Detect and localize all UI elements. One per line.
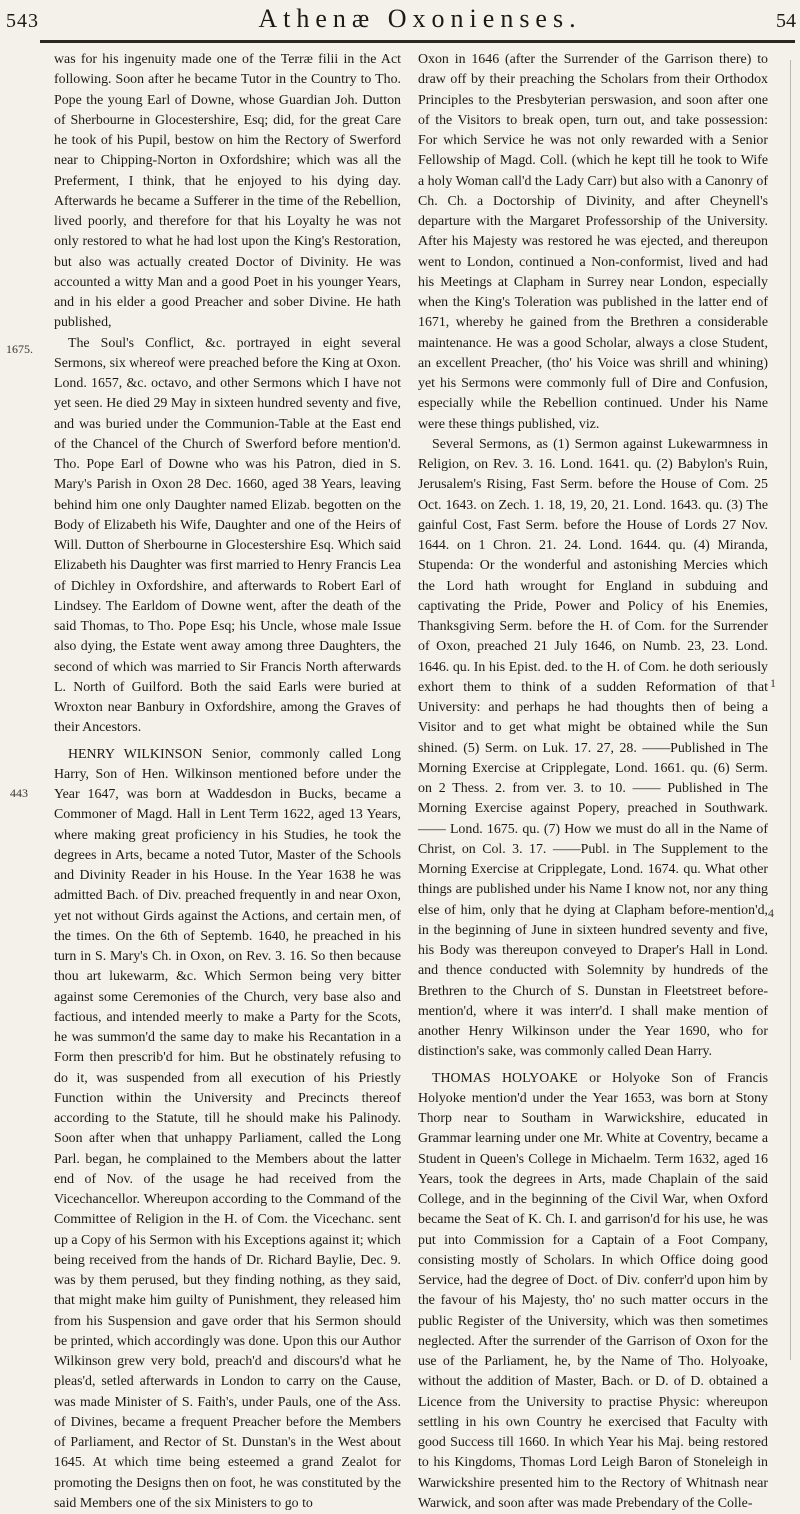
paragraph: Several Sermons, as (1) Sermon against Lukewarmness in Religion, on Rev. 3. 16. Lond. 1641. qu. (2) Babylon's Ruin, Jerusalem's Rising, Fast Serm. before the House of Com. 25 Oct. 1643. on Zech. 1. 18, 19, 20, 21. Lond. 1643. qu. (3) The gainful Cost, Fast Serm. before the House of Lords 27 Nov. 1644. on 1 Chron. 21. 24. Lond. 1644. qu. (4) Miranda, Stupenda: Or the wonderful and astonishing Mercies which the Lord hath wrought for England in subduing and captivating the Pride, Power and Policy of his Enemies, Thanksgiving Serm. before the H. of Com. for the Surrender of Oxon, preached 21 July 1646, on Numb. 23, 23. Lond. 1646. qu. In his Epist. ded. to the H. of Com. he doth seriously exhort them to think of a sudden Reformation of that University: and perhaps he had thoughts then of being a Visitor and to get what might be obtained while the Sun shined. (5) Serm. on Luk. 17. 27, 28. ——Published in The Morning Exercise at Cripplegate, Lond. 1661. qu. (6) Serm. on 2 Thess. 2. from ver. 3. to 10. —— Published in The Morning Exercise against Popery, preached in Southwark. —— Lond. 1675. qu. (7) How we must do all in the Name of Christ, on Col. 3. 17. ——Publ. in The Supplement to the Morning Exercise at Cripplegate, Lond. 1674. qu. What other things are published under his Name I know not, nor any thing else of him, only that he dying at Clapham before-mention'd, in the beginning of June in sixteen hundred seventy and five, his Body was thereupon conveyed to Draper's Hall in Lond. and thence conducted with Solemnity by hundreds of the Brethren to the Church of S. Dunstan in Fleetstreet before-mention'd, where it was interr'd. I shall make mention of another Henry Wilkinson under the Year 1690, who for distinction's sake, was commonly called Dean Harry. [418,435,768,1063]
margin-mark-4: 4 [768,906,774,921]
margin-number: 443 [10,786,28,801]
running-title: Athenæ Oxonienses. [120,4,720,34]
margin-year: 1675. [6,342,33,357]
page-number-left: 543 [6,10,39,33]
page-edge-line [790,60,791,1360]
right-column [418,50,768,1370]
paragraph: was for his ingenuity made one of the Terræ filii in the Act following. Soon after he became Tutor in the Country to Tho. Pope the young Earl of Downe, whose Guardian Joh. Dutton of Sherbourne in Glocestershire, Esq; did, for the great Care he took of his Pupil, bestow on him the Rectory of Swerford near to Chipping-Norton in Oxfordshire; which was all the Preferment, I think, that he enjoyed to his dying day. Afterwards he became a Sufferer in the time of the Rebellion, lived poorly, and therefore for that his Loyalty he was not only restored to what he had lost upon the King's Restoration, but also was actually created Doctor of Divinity. He was accounted a witty Man and a good Poet in his younger Years, and in his elder a good Preacher and sober Divine. He hath published, [54,50,401,334]
left-column [54,50,401,1370]
page-number-right: 54 [776,10,796,33]
biography-entry: HENRY WILKINSON Senior, commonly called Long Harry, Son of Hen. Wilkinson mentioned before under the Year 1647, was born at Waddesdon in Bucks, became a Commoner of Magd. Hall in Lent Term 1622, aged 13 Years, where making great proficiency in his Studies, he took the degrees in Arts, became a noted Tutor, Master of the Schools and Divinity Reader in his House. In the Year 1638 he was admitted Bach. of Div. preached frequently in and near Oxon, yet not without Girds against the Actions, and certain men, of the times. On the 6th of Septemb. 1640, he preached in his turn in S. Mary's Ch. in Oxon, on Rev. 3. 16. So then because thou art lukewarm, &c. Which Sermon being very bitter against some Ceremonies of the Church, very base also and factious, and intended meerly to make a Party for the Scots, he was summon'd the same day to make his Recantation in a Form then prescrib'd for him. But he obstinately refusing to do it, was suspended from all execution of his Priestly Function within the University and Precincts thereof according to the Statute, till he should make his Palinody. Soon after when that unhappy Parliament, called the Long Parl. began, he complained to the Members about the latter end of Nov. of the usage he had received from the Vicechancellor. Whereupon according to the Command of the Committee of Religion in the H. of Com. the Vicechanc. sent up a Copy of his Sermon with his Exceptions against it; which being received from the hands of Dr. Richard Baylie, Dec. 9. was by them perused, but they finding nothing, as they said, that might make him guilty of Punishment, they released him from his Suspension and gave order that his Sermon should be printed, which accordingly was done. Upon this our Author Wilkinson grew very bold, preach'd and discours'd what he pleas'd, setled afterwards in London to carry on the Cause, was made Minister of S. Faith's, under Pauls, one of the Ass. of Divines, became a frequent Preacher before the Members of Parliament, and Rector of St. Dunstan's in the West about 1645. At which time being esteemed a grand Zealot for promoting the Designs then on foot, he was constituted by the said Members one of the six Ministers to go to [54,745,401,1514]
paragraph: Oxon in 1646 (after the Surrender of the Garrison there) to draw off by their preaching the Scholars from their Orthodox Principles to the Presbyterian perswasion, and soon after one of the Visitors to break open, turn out, and take possession: For which Service he was not only rewarded with a Senior Fellowship of Magd. Coll. (which he kept till he took to Wife a holy Woman call'd the Lady Carr) but also with a Canonry of Ch. Ch. a Doctorship of Divinity, and after Cheynell's departure with the Margaret Professorship of the University. After his Majesty was restored he was ejected, and thereupon went to London, continued a Non-conformist, lived and had his Meetings at Clapham in Surrey near London, especially when the King's Toleration was published in the latter end of 1671, whereby he gained from the Brethren a considerable maintenance. He was a good Scholar, always a close Student, an excellent Preacher, (tho' his Voice was shrill and whining) yet his Sermons were commonly full of Dire and Confusion, especially while the Rebellion continued. Under his Name were these things published, viz. [418,50,768,435]
header-rule [40,40,795,43]
biography-entry: THOMAS HOLYOAKE or Holyoke Son of Francis Holyoke mention'd under the Year 1653, was born at Stony Thorp near to Southam in Warwickshire, educated in Grammar learning under one Mr. White at Coventry, became a Student in Queen's College in Michaelm. Term 1632, aged 16 Years, took the degrees in Arts, made Chaplain of the said College, and in the beginning of the Civil War, when Oxford became the Seat of K. Ch. I. and garrison'd for his use, he was put into Commission for a Captain of a Foot Company, consisting mostly of Scholars. In which Office doing good Service, had the degree of Doct. of Div. conferr'd upon him by the favour of his Majesty, tho' no such matter occurs in the public Register of the University, which was then sometimes neglected. After the surrender of the Garrison of Oxon for the use of the Parliament, he, by the Name of Tho. Holyoake, without the addition of Master, Bach. or D. of D. obtained a Licence from the University to practise Physic: whereupon settling in his own Country he exercised that Faculty with good Success till 1660. In which Year his Maj. being restored to his Kingdoms, Thomas Lord Leigh Baron of Stoneleigh in Warwickshire presented him to the Rectory of Whitnash near Warwick, and soon after was made Prebendary of the Colle- [418,1069,768,1514]
margin-mark-1: 1 [770,676,776,691]
paragraph: The Soul's Conflict, &c. portrayed in eight several Sermons, six whereof were preached before the King at Oxon. Lond. 1657, &c. octavo, and other Sermons which I have not yet seen. He died 29 May in sixteen hundred seventy and five, and was buried under the Communion-Table at the East end of the Chancel of the Church of Swerford before mention'd. Tho. Pope Earl of Downe who was his Patron, died in S. Mary's Parish in Oxon 28 Dec. 1660, aged 38 Years, leaving behind him one only Daughter named Elizab. begotten on the Body of Elizabeth his Wife, Daughter and one of the Heirs of Will. Dutton of Sherbourne in Glocestershire Esq. Which said Elizabeth his Daughter was first married to Henry Francis Lea of Dichley in Oxfordshire, and afterwards to Robert Earl of Lindsey. The Earldom of Downe went, after the death of the said Thomas, to Tho. Pope Esq; his Uncle, whose male Issue also dying, the Estate went away among three Daughters, the second of which was married to Sir Francis North afterwards L. North of Guilford. Both the said Earls were buried at Wroxton near Banbury in Oxfordshire, among the Graves of their Ancestors. [54,334,401,739]
